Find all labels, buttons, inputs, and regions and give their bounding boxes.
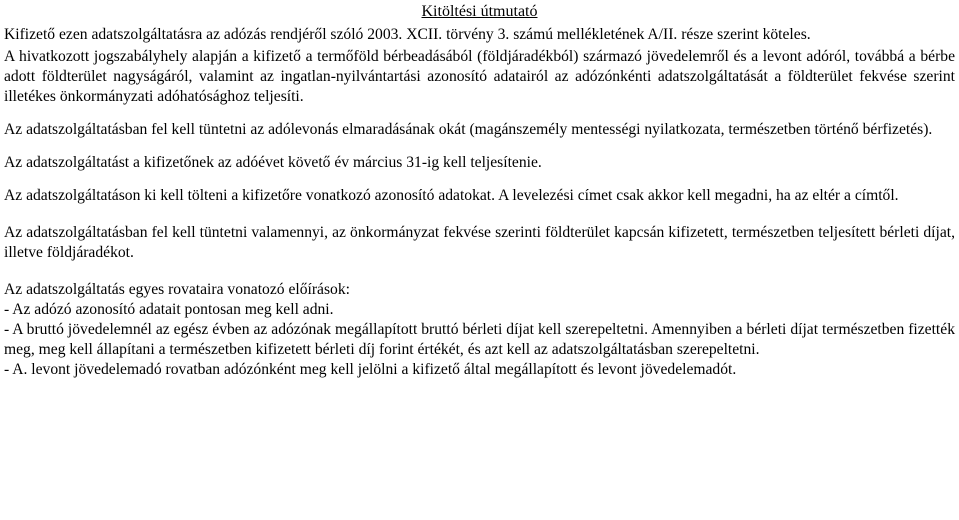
paragraph-tax-omission: Az adatszolgáltatásban fel kell tüntetni az adólevonás elmaradásának okát (magánszemély mentességi nyilatkozata, természetben történő bérfizetés). — [4, 121, 933, 138]
paragraph-obligation: Kifizető ezen adatszolgáltatásra az adózás rendjéről szóló 2003. XCII. törvény 3. számú mellékletének A/II. része szerint köteles. — [4, 26, 811, 43]
paragraph-deadline: Az adatszolgáltatást a kifizetőnek az adóévet követő év március 31-ig kell teljesítenie. — [4, 154, 542, 171]
rules-section — [4, 280, 955, 380]
rule-item: - Az adózó azonosító adatait pontosan meg kell adni. — [4, 301, 334, 318]
document-page — [0, 1, 959, 380]
rules-heading: Az adatszolgáltatás egyes rovataira vonatozó előírások: — [4, 281, 350, 298]
document-title: Kitöltési útmutató — [421, 3, 538, 20]
paragraph-rent-reporting: Az adatszolgáltatásban fel kell tüntetni valamennyi, az önkormányzat fekvése szerinti földterület kapcsán kifizetett, természetben teljesített bérleti díjat, illetve földjáradékot. — [4, 224, 955, 261]
paragraph-identification: Az adatszolgáltatáson ki kell tölteni a kifizetőre vonatkozó azonosító adatokat. A levelezési címet csak akkor kell megadni, ha az eltér a címtől. — [4, 187, 899, 204]
rule-item: - A bruttó jövedelemnél az egész évben az adózónak megállapított bruttó bérleti díjat kell szerepeltetni. Amennyiben a bérleti díjat természetben fizették meg, meg kell állapítani a természetben kifizetett bérleti díj forint értékét, és azt kell az adatszolgáltatásban szerepeltetni. — [4, 321, 955, 358]
rule-item: - A. levont jövedelemadó rovatban adózónként meg kell jelölni a kifizető által megállapított és levont jövedelemadót. — [4, 361, 737, 378]
paragraph-legal-basis: A hivatkozott jogszabályhely alapján a kifizető a termőföld bérbeadásából (földjáradékból) származó jövedelemről és a levont adóról, továbbá a bérbe adott földterület nagyságáról, valamint az ingatlan-nyilvántartási azonosító adatairól az adózónkénti adatszolgáltatását a földterület fekvése szerint illetékes önkormányzati adóhatósághoz teljesíti. — [4, 48, 955, 105]
